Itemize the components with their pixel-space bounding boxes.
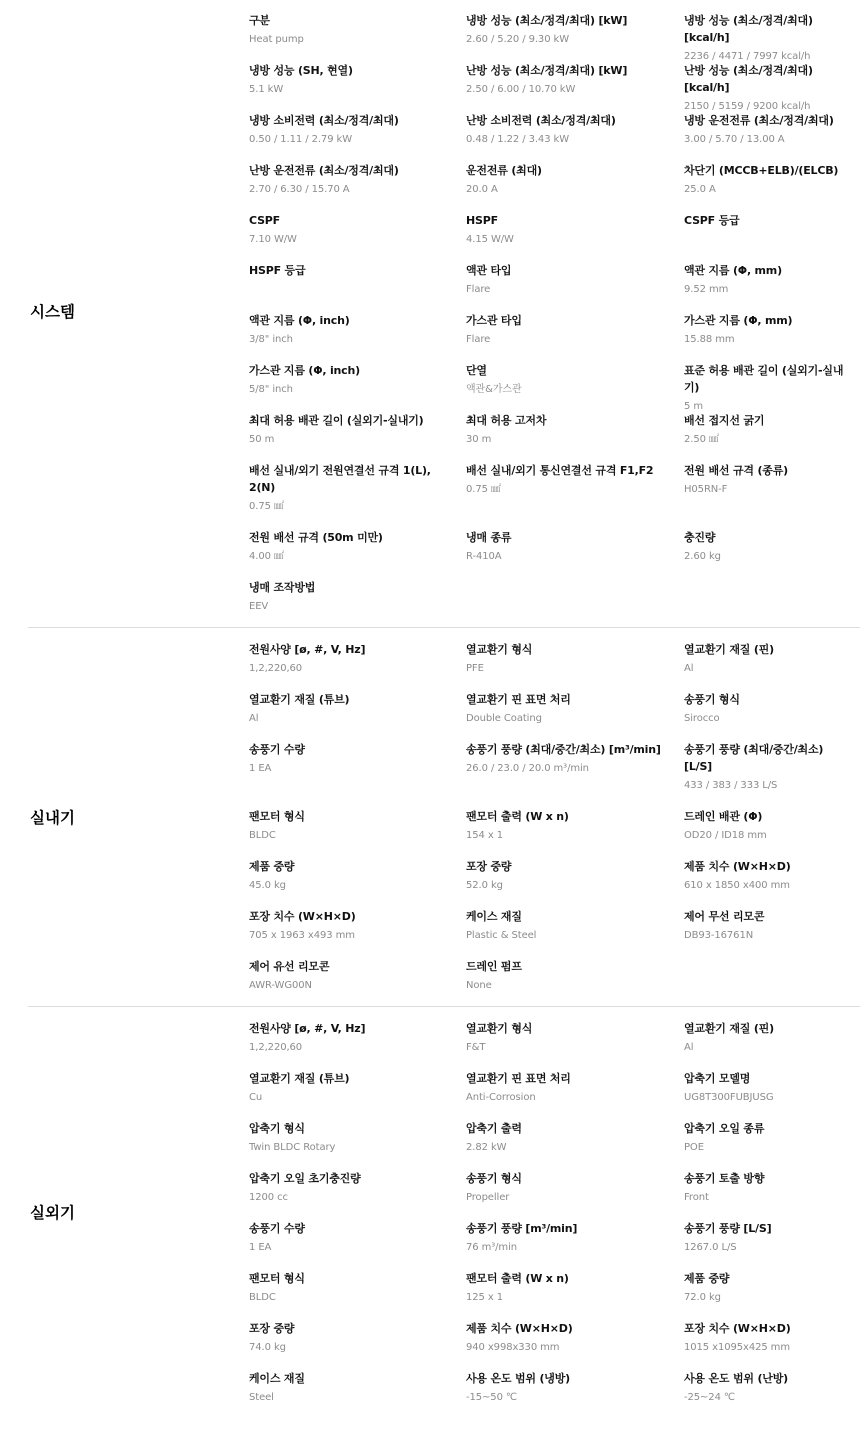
spec-label: 드레인 배관 (Φ) <box>684 810 763 823</box>
spec-item <box>684 691 854 726</box>
spec-value: 25.0 A <box>684 184 716 195</box>
spec-label: HSPF 등급 <box>249 264 306 277</box>
spec-label: 케이스 재질 <box>466 910 522 923</box>
section-divider <box>28 627 860 628</box>
spec-item <box>466 112 666 147</box>
spec-label: 포장 중량 <box>466 860 512 873</box>
spec-item <box>466 641 666 676</box>
section-title: 시스템 <box>30 303 75 321</box>
spec-value: Sirocco <box>684 713 720 724</box>
spec-value: 610 x 1850 x400 mm <box>684 880 790 891</box>
spec-label: 전원사양 [ø, #, V, Hz] <box>249 643 366 656</box>
spec-item <box>466 529 666 564</box>
spec-value: R-410A <box>466 551 502 562</box>
spec-value: OD20 / ID18 mm <box>684 830 767 841</box>
spec-item <box>684 112 854 147</box>
spec-value: 5/8" inch <box>249 384 293 395</box>
spec-label: HSPF <box>466 214 498 227</box>
spec-label: 배선 실내/외기 통신연결선 규격 F1,F2 <box>466 464 654 477</box>
spec-label: 열교환기 핀 표면 처리 <box>466 693 571 706</box>
spec-item <box>684 808 854 843</box>
spec-value: 2236 / 4471 / 7997 kcal/h <box>684 51 811 62</box>
spec-item <box>684 362 854 414</box>
spec-item <box>249 741 449 776</box>
spec-label: 사용 온도 범위 (냉방) <box>466 1372 570 1385</box>
spec-label: 송풍기 풍량 [L/S] <box>684 1222 772 1235</box>
spec-value: 액관&가스관 <box>466 384 522 395</box>
spec-item <box>684 212 854 233</box>
spec-label: 제어 유선 리모콘 <box>249 960 330 973</box>
spec-item <box>466 162 666 197</box>
spec-item <box>249 62 449 97</box>
spec-value: 2.50 / 6.00 / 10.70 kW <box>466 84 576 95</box>
spec-label: 열교환기 재질 (튜브) <box>249 693 350 706</box>
spec-label: 냉방 운전전류 (최소/정격/최대) <box>684 114 834 127</box>
spec-label: 제품 치수 (W×H×D) <box>684 860 791 873</box>
spec-value: 2.70 / 6.30 / 15.70 A <box>249 184 350 195</box>
spec-item <box>684 12 854 64</box>
spec-label: 제어 무선 리모콘 <box>684 910 765 923</box>
spec-label: 팬모터 출력 (W x n) <box>466 810 569 823</box>
spec-value: Al <box>684 1042 694 1053</box>
spec-item <box>684 162 854 197</box>
spec-label: 사용 온도 범위 (난방) <box>684 1372 788 1385</box>
spec-item <box>249 162 449 197</box>
spec-item <box>249 462 449 514</box>
spec-label: 압축기 오일 종류 <box>684 1122 765 1135</box>
spec-value: PFE <box>466 663 484 674</box>
spec-item <box>466 1270 666 1305</box>
spec-label: 전원 배선 규격 (종류) <box>684 464 788 477</box>
spec-item <box>466 1370 666 1405</box>
spec-item <box>249 529 449 564</box>
spec-value: AWR-WG00N <box>249 980 312 991</box>
spec-value: 20.0 A <box>466 184 498 195</box>
spec-label: 압축기 형식 <box>249 1122 305 1135</box>
spec-value: Flare <box>466 334 491 345</box>
spec-label: 전원 배선 규격 (50m 미만) <box>249 531 383 544</box>
spec-label: 열교환기 재질 (핀) <box>684 643 774 656</box>
spec-label: 송풍기 풍량 [m³/min] <box>466 1222 578 1235</box>
spec-item <box>249 12 449 47</box>
spec-item <box>249 112 449 147</box>
spec-value: BLDC <box>249 830 276 841</box>
spec-label: 표준 허용 배관 길이 (실외기-실내기) <box>684 364 844 394</box>
spec-label: 송풍기 수량 <box>249 1222 305 1235</box>
spec-item <box>466 312 666 347</box>
spec-item <box>466 362 666 397</box>
spec-label: 열교환기 재질 (튜브) <box>249 1072 350 1085</box>
spec-value: Plastic & Steel <box>466 930 537 941</box>
spec-value: Al <box>249 713 259 724</box>
spec-label: 케이스 재질 <box>249 1372 305 1385</box>
spec-item <box>466 908 666 943</box>
spec-label: 압축기 모델명 <box>684 1072 751 1085</box>
spec-value: Twin BLDC Rotary <box>249 1142 336 1153</box>
spec-label: 전원사양 [ø, #, V, Hz] <box>249 1022 366 1035</box>
spec-value: 3.00 / 5.70 / 13.00 A <box>684 134 785 145</box>
spec-value: 1 EA <box>249 1242 272 1253</box>
spec-label: 송풍기 토출 방향 <box>684 1172 765 1185</box>
spec-label: 포장 치수 (W×H×D) <box>684 1322 791 1335</box>
spec-item <box>249 362 449 397</box>
spec-item <box>684 1320 854 1355</box>
spec-item <box>466 1020 666 1055</box>
spec-label: CSPF 등급 <box>684 214 740 227</box>
spec-item <box>249 641 449 676</box>
spec-label: 냉방 성능 (최소/정격/최대) [kcal/h] <box>684 14 813 44</box>
spec-item <box>684 1170 854 1205</box>
spec-value: 1267.0 L/S <box>684 1242 737 1253</box>
spec-value: BLDC <box>249 1292 276 1303</box>
spec-label: 충진량 <box>684 531 716 544</box>
spec-item <box>466 1170 666 1205</box>
spec-item <box>249 958 449 993</box>
spec-item <box>249 1220 449 1255</box>
spec-item <box>684 62 854 114</box>
spec-item <box>466 412 666 447</box>
spec-item <box>684 908 854 943</box>
section-divider <box>28 1006 860 1007</box>
spec-value: 0.75 ㎟ <box>249 501 284 512</box>
spec-value: 30 m <box>466 434 492 445</box>
spec-label: 난방 성능 (최소/정격/최대) [kcal/h] <box>684 64 813 94</box>
spec-value: 2150 / 5159 / 9200 kcal/h <box>684 101 811 112</box>
spec-item <box>466 958 666 993</box>
spec-value: Flare <box>466 284 491 295</box>
spec-value: POE <box>684 1142 704 1153</box>
spec-value: 154 x 1 <box>466 830 504 841</box>
spec-item <box>466 1120 666 1155</box>
spec-item <box>249 212 449 247</box>
spec-item <box>684 529 854 564</box>
spec-value: -15~50 ℃ <box>466 1392 518 1403</box>
spec-item <box>466 62 666 97</box>
spec-label: 냉매 조작방법 <box>249 581 316 594</box>
spec-item <box>466 1220 666 1255</box>
spec-value: Front <box>684 1192 709 1203</box>
spec-value: 2.60 / 5.20 / 9.30 kW <box>466 34 570 45</box>
spec-item <box>249 262 449 283</box>
spec-value: 1,2,220,60 <box>249 1042 303 1053</box>
spec-label: 송풍기 풍량 (최대/중간/최소) [m³/min] <box>466 743 661 756</box>
spec-label: 액관 지름 (Φ, inch) <box>249 314 350 327</box>
spec-item <box>466 212 666 247</box>
spec-value: 5.1 kW <box>249 84 284 95</box>
spec-item <box>684 1270 854 1305</box>
spec-item <box>466 12 666 47</box>
spec-item <box>249 691 449 726</box>
spec-label: 팬모터 형식 <box>249 810 305 823</box>
spec-label: 팬모터 형식 <box>249 1272 305 1285</box>
spec-value: 0.50 / 1.11 / 2.79 kW <box>249 134 353 145</box>
spec-label: 최대 허용 배관 길이 (실외기-실내기) <box>249 414 424 427</box>
spec-label: 난방 소비전력 (최소/정격/최대) <box>466 114 616 127</box>
spec-label: 단열 <box>466 364 487 377</box>
section-title: 실내기 <box>30 809 75 827</box>
spec-value: 2.50 ㎟ <box>684 434 719 445</box>
spec-value: Propeller <box>466 1192 510 1203</box>
spec-label: CSPF <box>249 214 280 227</box>
spec-value: 76 m³/min <box>466 1242 517 1253</box>
spec-value: 1200 cc <box>249 1192 288 1203</box>
spec-item <box>684 1120 854 1155</box>
spec-value: 15.88 mm <box>684 334 735 345</box>
spec-value: DB93-16761N <box>684 930 754 941</box>
spec-label: 압축기 출력 <box>466 1122 522 1135</box>
spec-item <box>466 262 666 297</box>
spec-label: 난방 성능 (최소/정격/최대) [kW] <box>466 64 628 77</box>
spec-value: Anti-Corrosion <box>466 1092 536 1103</box>
spec-item <box>466 1070 666 1105</box>
spec-item <box>466 1320 666 1355</box>
spec-item <box>684 1220 854 1255</box>
spec-label: 송풍기 형식 <box>466 1172 522 1185</box>
spec-label: 운전전류 (최대) <box>466 164 542 177</box>
spec-label: 가스관 지름 (Φ, inch) <box>249 364 360 377</box>
spec-label: 난방 운전전류 (최소/정격/최대) <box>249 164 399 177</box>
spec-item <box>249 908 449 943</box>
spec-label: 액관 타입 <box>466 264 512 277</box>
spec-item <box>249 1370 449 1405</box>
spec-value: 0.75 ㎟ <box>466 484 501 495</box>
spec-label: 제품 중량 <box>249 860 295 873</box>
spec-item <box>249 412 449 447</box>
spec-value: 1 EA <box>249 763 272 774</box>
spec-item <box>249 858 449 893</box>
spec-value: 4.00 ㎟ <box>249 551 284 562</box>
spec-value: Double Coating <box>466 713 542 724</box>
spec-value: Steel <box>249 1392 274 1403</box>
spec-item <box>684 312 854 347</box>
spec-label: 냉방 소비전력 (최소/정격/최대) <box>249 114 399 127</box>
spec-label: 팬모터 출력 (W x n) <box>466 1272 569 1285</box>
spec-value: 433 / 383 / 333 L/S <box>684 780 778 791</box>
spec-label: 포장 치수 (W×H×D) <box>249 910 356 923</box>
spec-label: 최대 허용 고저차 <box>466 414 547 427</box>
spec-value: 9.52 mm <box>684 284 729 295</box>
spec-value: 1,2,220,60 <box>249 663 303 674</box>
spec-label: 배선 실내/외기 전원연결선 규격 1(L), 2(N) <box>249 464 431 494</box>
spec-item <box>249 1120 449 1155</box>
spec-item <box>684 412 854 447</box>
spec-value: 74.0 kg <box>249 1342 286 1353</box>
spec-label: 열교환기 핀 표면 처리 <box>466 1072 571 1085</box>
spec-value: 2.82 kW <box>466 1142 507 1153</box>
spec-value: Al <box>684 663 694 674</box>
spec-label: 열교환기 형식 <box>466 643 533 656</box>
spec-label: 포장 중량 <box>249 1322 295 1335</box>
spec-item <box>249 808 449 843</box>
spec-label: 압축기 오일 초기충진량 <box>249 1172 361 1185</box>
spec-value: 72.0 kg <box>684 1292 721 1303</box>
spec-item <box>684 741 854 793</box>
spec-value: 50 m <box>249 434 275 445</box>
spec-label: 액관 지름 (Φ, mm) <box>684 264 782 277</box>
spec-item <box>684 641 854 676</box>
spec-label: 차단기 (MCCB+ELB)/(ELCB) <box>684 164 839 177</box>
spec-value: 5 m <box>684 401 703 412</box>
spec-label: 가스관 타입 <box>466 314 522 327</box>
spec-label: 열교환기 형식 <box>466 1022 533 1035</box>
spec-item <box>684 1370 854 1405</box>
spec-item <box>684 858 854 893</box>
spec-item <box>249 1270 449 1305</box>
spec-item <box>684 462 854 497</box>
spec-value: 4.15 W/W <box>466 234 514 245</box>
spec-label: 가스관 지름 (Φ, mm) <box>684 314 793 327</box>
spec-item <box>249 312 449 347</box>
spec-item <box>249 1020 449 1055</box>
spec-item <box>684 262 854 297</box>
spec-label: 송풍기 수량 <box>249 743 305 756</box>
spec-value: H05RN-F <box>684 484 728 495</box>
spec-label: 드레인 펌프 <box>466 960 522 973</box>
spec-value: 26.0 / 23.0 / 20.0 m³/min <box>466 763 589 774</box>
spec-item <box>249 579 449 614</box>
spec-label: 냉매 종류 <box>466 531 512 544</box>
spec-value: 125 x 1 <box>466 1292 504 1303</box>
spec-label: 제품 중량 <box>684 1272 730 1285</box>
spec-value: 3/8" inch <box>249 334 293 345</box>
spec-value: 705 x 1963 x493 mm <box>249 930 355 941</box>
spec-value: 52.0 kg <box>466 880 503 891</box>
spec-value: 45.0 kg <box>249 880 286 891</box>
spec-label: 배선 접지선 굵기 <box>684 414 765 427</box>
spec-value: 7.10 W/W <box>249 234 297 245</box>
spec-item <box>684 1020 854 1055</box>
section-title: 실외기 <box>30 1204 75 1222</box>
spec-item <box>684 1070 854 1105</box>
spec-value: EEV <box>249 601 269 612</box>
spec-item <box>466 462 666 497</box>
spec-value: 1015 x1095x425 mm <box>684 1342 790 1353</box>
spec-value: 2.60 kg <box>684 551 721 562</box>
spec-label: 구분 <box>249 14 270 27</box>
spec-value: 0.48 / 1.22 / 3.43 kW <box>466 134 570 145</box>
spec-item <box>249 1170 449 1205</box>
spec-label: 송풍기 형식 <box>684 693 740 706</box>
spec-value: F&T <box>466 1042 486 1053</box>
spec-value: UG8T300FUBJUSG <box>684 1092 774 1103</box>
spec-value: Heat pump <box>249 34 304 45</box>
spec-item <box>466 741 666 776</box>
spec-item <box>466 858 666 893</box>
spec-label: 송풍기 풍량 (최대/중간/최소) [L/S] <box>684 743 824 773</box>
spec-item <box>466 691 666 726</box>
spec-item <box>249 1320 449 1355</box>
spec-label: 냉방 성능 (최소/정격/최대) [kW] <box>466 14 628 27</box>
spec-label: 냉방 성능 (SH, 현열) <box>249 64 353 77</box>
spec-value: Cu <box>249 1092 263 1103</box>
spec-label: 제품 치수 (W×H×D) <box>466 1322 573 1335</box>
spec-value: -25~24 ℃ <box>684 1392 736 1403</box>
spec-label: 열교환기 재질 (핀) <box>684 1022 774 1035</box>
spec-value: 940 x998x330 mm <box>466 1342 560 1353</box>
spec-value: None <box>466 980 492 991</box>
spec-item <box>466 808 666 843</box>
spec-item <box>249 1070 449 1105</box>
